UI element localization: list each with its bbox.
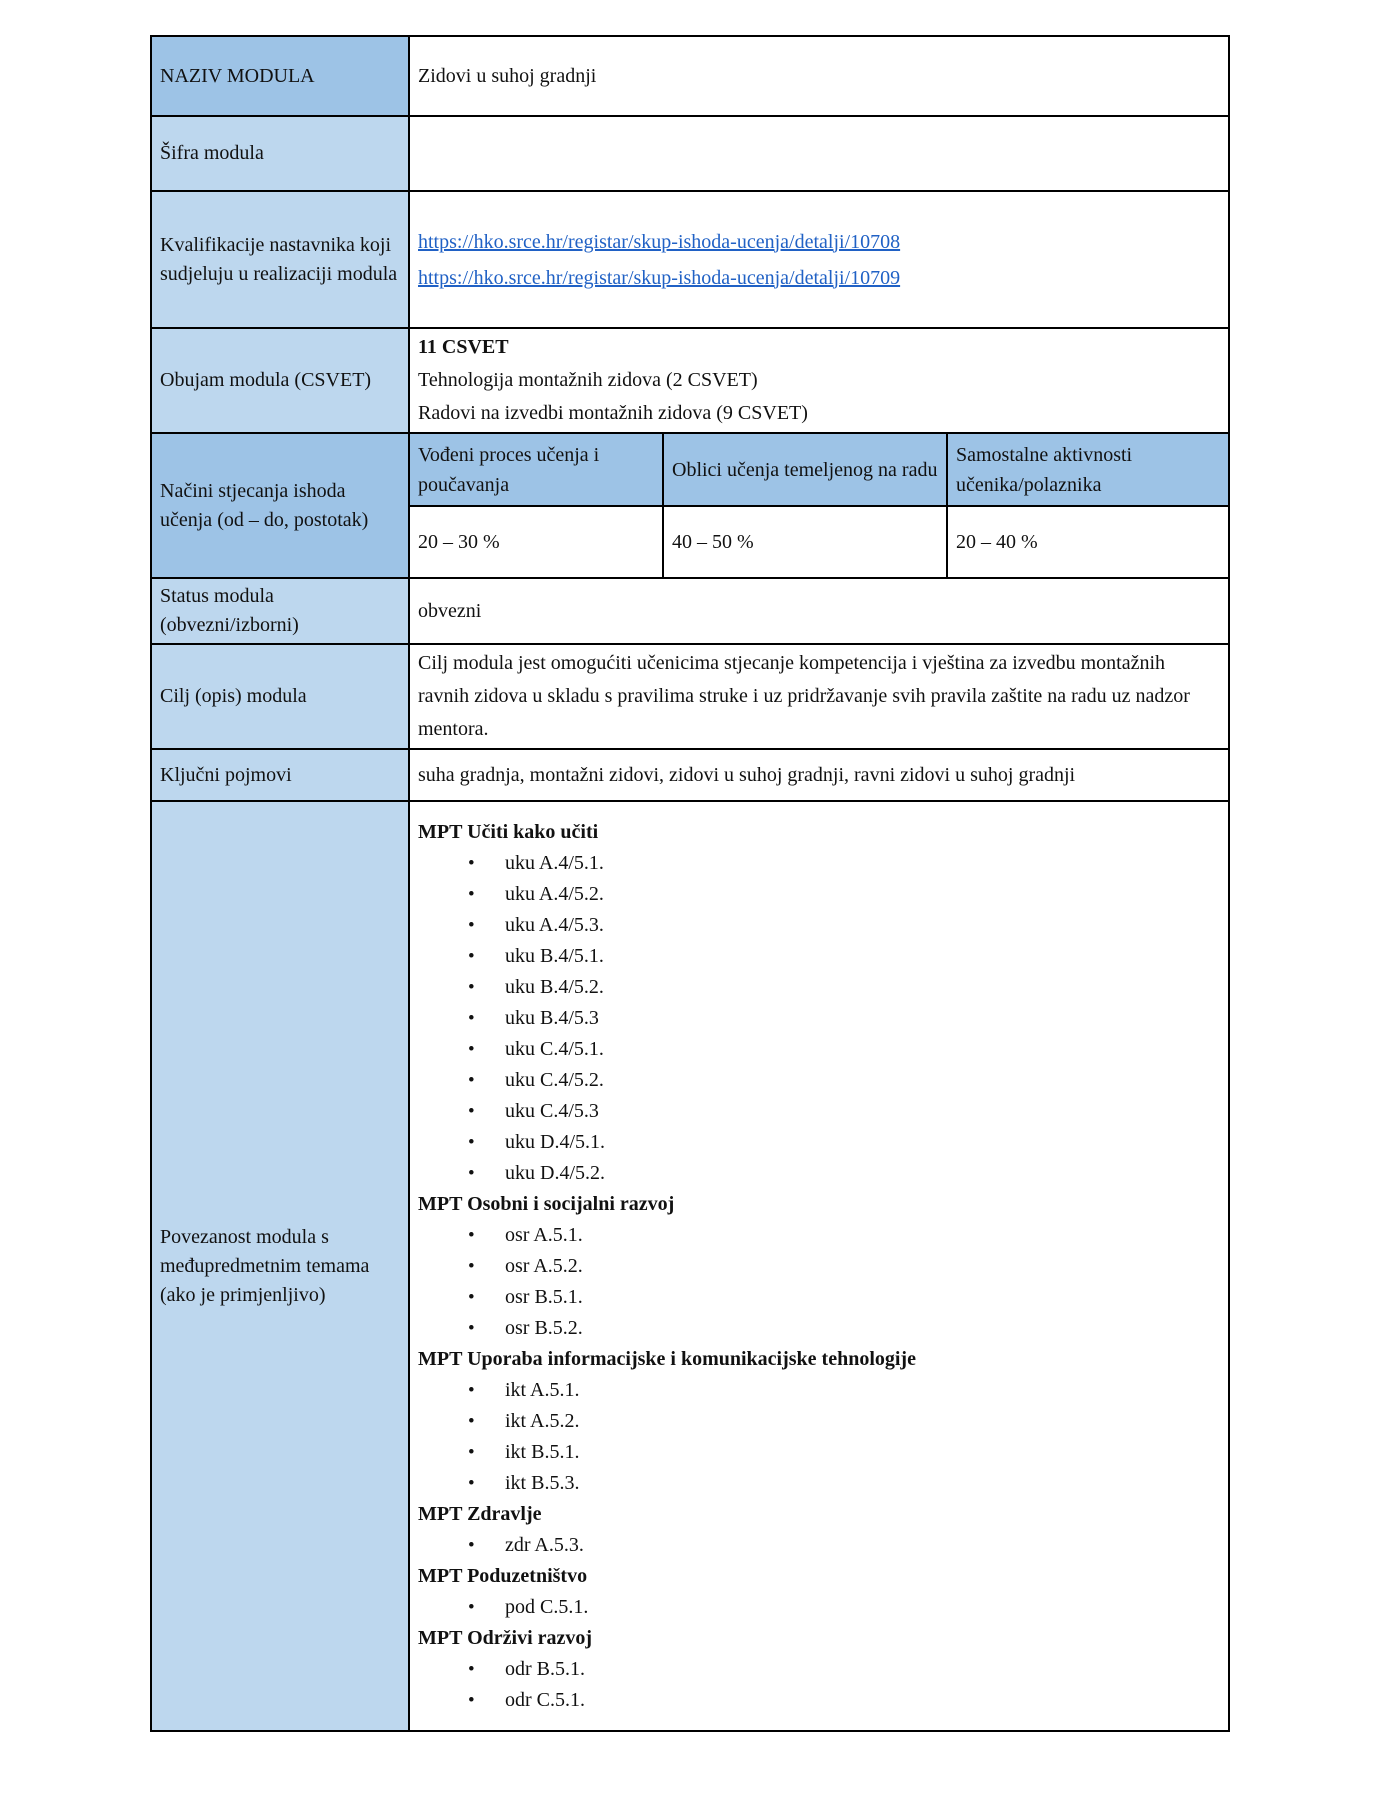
bullet-icon: • — [468, 1224, 475, 1246]
bullet-icon: • — [468, 1255, 475, 1277]
bullet-icon: • — [468, 1534, 475, 1556]
row-label-obujam-modula: Obujam modula (CSVET) — [151, 328, 409, 433]
acquisition-col-header-workbased: Oblici učenja temeljenog na radu — [663, 433, 947, 506]
row-label-sifra-modula: Šifra modula — [151, 116, 409, 191]
bullet-icon: • — [468, 1007, 475, 1029]
link-row — [418, 260, 1220, 296]
module-title: Zidovi u suhoj gradnji — [409, 36, 1229, 116]
mpt-item-text: uku B.4/5.2. — [505, 975, 604, 998]
acquisition-col-value-independent: 20 – 40 % — [947, 506, 1229, 578]
mpt-item — [418, 1468, 1220, 1499]
mpt-item — [418, 1034, 1220, 1065]
goal-text: Cilj modula jest omogućiti učenicima stjecanje kompetencija i vještina za izvedbu montažnih ravnih zidova u skladu s pravilima struke i uz pridržavanje svih pravila zaštite na radu uz nadzor mentora. — [409, 644, 1229, 749]
row-label-nacini-stjecanja: Načini stjecanja ishoda učenja (od – do, postotak) — [151, 433, 409, 578]
bullet-icon: • — [468, 883, 475, 905]
mpt-item-text: uku C.4/5.1. — [505, 1037, 604, 1060]
mpt-item-text: ikt A.5.1. — [505, 1378, 580, 1401]
mpt-item — [418, 972, 1220, 1003]
mpt-item — [418, 879, 1220, 910]
row-label-kvalifikacije: Kvalifikacije nastavnika koji sudjeluju u realizaciji modula — [151, 191, 409, 328]
qualification-links-cell — [409, 191, 1229, 328]
mpt-group-title: MPT Zdravlje — [418, 1502, 542, 1525]
acquisition-col-value-guided: 20 – 30 % — [409, 506, 663, 578]
mpt-item — [418, 1251, 1220, 1282]
mpt-item — [418, 1127, 1220, 1158]
mpt-item — [418, 1654, 1220, 1685]
mpt-item — [418, 1065, 1220, 1096]
mpt-group-title: MPT Osobni i socijalni razvoj — [418, 1192, 675, 1215]
module-spec-table — [150, 35, 1230, 1732]
row-label-kljucni-pojmovi: Ključni pojmovi — [151, 749, 409, 801]
mpt-item — [418, 1220, 1220, 1251]
mpt-item-text: uku A.4/5.1. — [505, 851, 604, 874]
mpt-item-text: uku A.4/5.3. — [505, 913, 604, 936]
csvet-item: Tehnologija montažnih zidova (2 CSVET) — [418, 369, 758, 391]
bullet-icon: • — [468, 914, 475, 936]
mpt-item — [418, 1282, 1220, 1313]
bullet-icon: • — [468, 1162, 475, 1184]
mpt-item-text: osr B.5.1. — [505, 1285, 583, 1308]
csvet-cell — [409, 328, 1229, 433]
bullet-icon: • — [468, 1317, 475, 1339]
bullet-icon: • — [468, 1689, 475, 1711]
row-label-naziv-modula: NAZIV MODULA — [151, 36, 409, 116]
mpt-group-title: MPT Učiti kako učiti — [418, 820, 599, 843]
mpt-item — [418, 1685, 1220, 1716]
bullet-icon: • — [468, 1100, 475, 1122]
link-row — [418, 224, 1220, 260]
mpt-content — [409, 801, 1229, 1731]
mpt-item-text: uku D.4/5.2. — [505, 1161, 605, 1184]
csvet-item: Radovi na izvedbi montažnih zidova (9 CSVET) — [418, 402, 808, 424]
bullet-icon: • — [468, 1379, 475, 1401]
mpt-group-title: MPT Uporaba informacijske i komunikacijske tehnologije — [418, 1347, 916, 1370]
mpt-item — [418, 1592, 1220, 1623]
mpt-item-text: uku D.4/5.1. — [505, 1130, 605, 1153]
mpt-item-text: uku A.4/5.2. — [505, 882, 604, 905]
qualification-link-1[interactable]: https://hko.srce.hr/registar/skup-ishoda-ucenja/detalji/10708 — [418, 230, 901, 253]
mpt-item-text: ikt A.5.2. — [505, 1409, 580, 1432]
qualification-link-2[interactable]: https://hko.srce.hr/registar/skup-ishoda-ucenja/detalji/10709 — [418, 266, 901, 289]
mpt-item — [418, 1003, 1220, 1034]
mpt-item-text: ikt B.5.3. — [505, 1471, 580, 1494]
mpt-item — [418, 1158, 1220, 1189]
bullet-icon: • — [468, 1286, 475, 1308]
mpt-item — [418, 848, 1220, 879]
mpt-item-text: uku B.4/5.1. — [505, 944, 604, 967]
mpt-group-title: MPT Održivi razvoj — [418, 1626, 593, 1649]
bullet-icon: • — [468, 1658, 475, 1680]
status-value: obvezni — [409, 578, 1229, 644]
bullet-icon: • — [468, 1472, 475, 1494]
bullet-icon: • — [468, 945, 475, 967]
mpt-item-text: zdr A.5.3. — [505, 1533, 584, 1556]
row-label-povezanost: Povezanost modula s međupredmetnim temama (ako je primjenljivo) — [151, 801, 409, 1731]
acquisition-col-header-guided: Vođeni proces učenja i poučavanja — [409, 433, 663, 506]
mpt-item-text: odr C.5.1. — [505, 1688, 585, 1711]
mpt-item — [418, 1406, 1220, 1437]
bullet-icon: • — [468, 1410, 475, 1432]
mpt-item-text: odr B.5.1. — [505, 1657, 585, 1680]
bullet-icon: • — [468, 1069, 475, 1091]
bullet-icon: • — [468, 852, 475, 874]
mpt-item-text: osr A.5.2. — [505, 1254, 583, 1277]
mpt-item — [418, 1375, 1220, 1406]
bullet-icon: • — [468, 1441, 475, 1463]
mpt-group-title: MPT Poduzetništvo — [418, 1564, 588, 1587]
bullet-icon: • — [468, 976, 475, 998]
mpt-item-text: osr A.5.1. — [505, 1223, 583, 1246]
mpt-item — [418, 1096, 1220, 1127]
row-label-status-modula: Status modula (obvezni/izborni) — [151, 578, 409, 644]
mpt-item-text: uku C.4/5.2. — [505, 1068, 604, 1091]
mpt-item — [418, 1313, 1220, 1344]
bullet-icon: • — [468, 1038, 475, 1060]
mpt-item-text: osr B.5.2. — [505, 1316, 583, 1339]
mpt-item — [418, 941, 1220, 972]
bullet-icon: • — [468, 1131, 475, 1153]
mpt-item-text: uku C.4/5.3 — [505, 1099, 599, 1122]
key-terms: suha gradnja, montažni zidovi, zidovi u suhoj gradnji, ravni zidovi u suhoj gradnji — [409, 749, 1229, 801]
mpt-item — [418, 1437, 1220, 1468]
acquisition-col-header-independent: Samostalne aktivnosti učenika/polaznika — [947, 433, 1229, 506]
mpt-item-text: ikt B.5.1. — [505, 1440, 580, 1463]
mpt-item — [418, 1530, 1220, 1561]
acquisition-col-value-workbased: 40 – 50 % — [663, 506, 947, 578]
csvet-total: 11 CSVET — [418, 336, 509, 358]
mpt-item — [418, 910, 1220, 941]
mpt-item-text: uku B.4/5.3 — [505, 1006, 599, 1029]
row-label-cilj-modula: Cilj (opis) modula — [151, 644, 409, 749]
module-code-value — [409, 116, 1229, 191]
mpt-item-text: pod C.5.1. — [505, 1595, 589, 1618]
bullet-icon: • — [468, 1596, 475, 1618]
